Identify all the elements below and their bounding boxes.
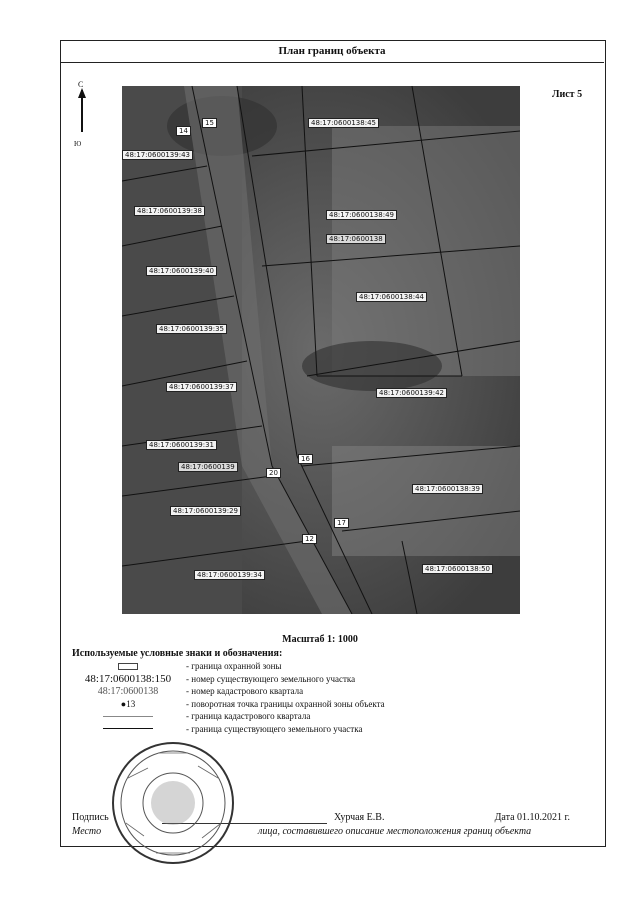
map-scale: Масштаб 1: 1000	[282, 634, 358, 645]
parcel-label: 48:17:0600138:44	[356, 292, 427, 302]
parcel-label: 48:17:0600139:31	[146, 440, 217, 450]
parcel-label: 48:17:0600139:43	[122, 150, 193, 160]
legend-row	[72, 673, 492, 686]
seal-stamp-icon	[108, 738, 238, 868]
legend-title: Используемые условные знаки и обозначения:	[72, 648, 283, 659]
parcel-label: 48:17:0600139:35	[156, 324, 227, 334]
map-lines	[122, 86, 520, 614]
document-title: План границ объекта	[60, 40, 604, 63]
legend	[72, 660, 492, 735]
quarter-label: 48:17:0600138	[326, 234, 386, 244]
legend-text: - граница охранной зоны	[186, 661, 282, 672]
point-label: 20	[266, 468, 281, 478]
sheet-number: Лист 5	[552, 89, 583, 100]
parcel-label: 48:17:0600139:40	[146, 266, 217, 276]
parcel-number-sample: 48:17:0600138:150	[84, 672, 172, 685]
point-label: 12	[302, 534, 317, 544]
compass-south-label: Ю	[74, 140, 82, 148]
compass	[74, 80, 90, 150]
parcel-label: 48:17:0600139:42	[376, 388, 447, 398]
legend-text: - поворотная точка границы охранной зоны объекта	[186, 698, 385, 709]
legend-text: - номер существующего земельного участка	[186, 673, 356, 684]
legend-text: - граница кадастрового квартала	[186, 711, 311, 722]
parcel-label: 48:17:0600138:39	[412, 484, 483, 494]
legend-text: - номер кадастрового квартала	[186, 686, 304, 697]
legend-row	[72, 698, 492, 711]
parcel-label: 48:17:0600138:45	[308, 118, 379, 128]
zone-border-symbol	[118, 663, 138, 670]
quarter-number-sample: 48:17:0600138	[97, 685, 159, 697]
stamp-place-label: Место	[72, 826, 102, 837]
turn-point-sample: 13	[126, 698, 136, 709]
point-label: 17	[334, 518, 349, 528]
signer-name: Хурчая Е.В.	[334, 812, 385, 823]
point-label: 15	[202, 118, 217, 128]
compass-arrow-icon	[74, 80, 90, 142]
point-label: 14	[176, 126, 191, 136]
quarter-border-symbol	[103, 716, 153, 717]
signature-date: Дата 01.10.2021 г.	[494, 812, 570, 823]
quarter-label: 48:17:0600139	[178, 462, 238, 472]
legend-row	[72, 710, 492, 723]
aerial-map	[122, 86, 520, 614]
parcel-label: 48:17:0600138:50	[422, 564, 493, 574]
parcel-border-symbol	[103, 728, 153, 729]
parcel-label: 48:17:0600139:34	[194, 570, 265, 580]
stamp-note: лица, составившего описание местоположения границ объекта	[258, 826, 532, 837]
point-label: 16	[298, 454, 313, 464]
signature-label: Подпись	[72, 812, 109, 823]
legend-row	[72, 723, 492, 736]
compass-north-label: С	[78, 80, 84, 89]
parcel-label: 48:17:0600139:38	[134, 206, 205, 216]
legend-row	[72, 685, 492, 698]
turn-point-icon: ●	[120, 698, 127, 709]
legend-text: - граница существующего земельного участка	[186, 723, 363, 734]
parcel-label: 48:17:0600139:29	[170, 506, 241, 516]
parcel-label: 48:17:0600139:37	[166, 382, 237, 392]
legend-row	[72, 660, 492, 673]
parcel-label: 48:17:0600138:49	[326, 210, 397, 220]
